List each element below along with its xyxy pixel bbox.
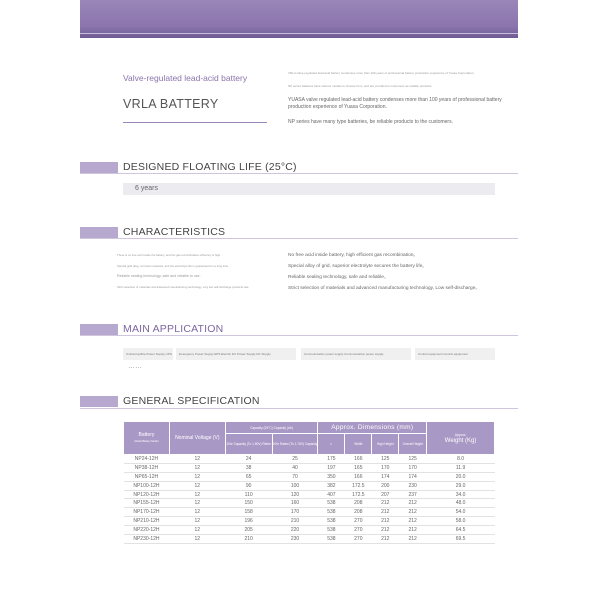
cap-20hr-cell: 120	[272, 490, 318, 499]
capacity-20hr-header: 20hr Rated (To 1.75V) Capacity	[272, 434, 318, 455]
height-cell: 212	[372, 508, 399, 517]
heading-underline	[123, 122, 267, 123]
application-title: MAIN APPLICATION	[123, 323, 224, 335]
cap-10hr-cell: 205	[225, 526, 272, 535]
weight-header	[427, 422, 495, 455]
table-row	[124, 517, 495, 526]
section-marker	[80, 324, 118, 335]
voltage-cell: 12	[169, 526, 225, 535]
section-divider	[80, 408, 518, 409]
total-height-cell: 212	[399, 499, 427, 508]
cap-20hr-cell: 100	[272, 481, 318, 490]
cap-10hr-cell: 65	[225, 472, 272, 481]
application-item: Emergency Power Supply EPS Electric DC Power Supply DC Supply	[179, 352, 271, 356]
voltage-cell: 12	[169, 463, 225, 472]
weight-cell: 58.0	[427, 517, 495, 526]
battery-header-label: Battery	[138, 432, 155, 438]
cap-20hr-cell: 210	[272, 517, 318, 526]
application-more: ……	[128, 363, 142, 370]
voltage-cell: 12	[169, 455, 225, 464]
banner-divider	[80, 33, 518, 34]
total-height-cell: 230	[399, 481, 427, 490]
voltage-header: Nominal Voltage (V)	[169, 422, 225, 455]
voltage-cell: 12	[169, 472, 225, 481]
application-item: Control equipment Control equipment	[418, 352, 468, 356]
weight-cell: 11.9	[427, 463, 495, 472]
total-height-cell: 212	[399, 526, 427, 535]
height-cell: 212	[372, 499, 399, 508]
cap-20hr-cell: 160	[272, 499, 318, 508]
life-value: 6 years	[135, 185, 158, 192]
capacity-group-header: Capacity (25°C) Capacity (Ah)	[225, 422, 318, 434]
model-cell: NP155-12H	[124, 499, 170, 508]
weight-cell: 64.5	[427, 526, 495, 535]
characteristic-tiny-line: There is no free acid inside the battery, and the gas recombination efficiency is high.	[117, 253, 221, 257]
model-cell: NP220-12H	[124, 526, 170, 535]
voltage-cell: 12	[169, 499, 225, 508]
length-cell: 538	[318, 535, 345, 544]
model-cell: NP170-12H	[124, 508, 170, 517]
width-cell: 172.5	[345, 490, 372, 499]
height-cell: 212	[372, 535, 399, 544]
length-cell: 175	[318, 455, 345, 464]
cap-20hr-cell: 170	[272, 508, 318, 517]
cap-10hr-cell: 150	[225, 499, 272, 508]
table-row	[124, 508, 495, 517]
model-cell: NP120-12H	[124, 490, 170, 499]
specification-rows	[124, 455, 495, 544]
height-cell: 174	[372, 472, 399, 481]
weight-header-label: Weight (Kg)	[444, 438, 477, 444]
table-row	[124, 490, 495, 499]
width-cell: 166	[345, 455, 372, 464]
total-height-cell: 174	[399, 472, 427, 481]
weight-cell: 8.0	[427, 455, 495, 464]
width-cell: 208	[345, 508, 372, 517]
table-row	[124, 481, 495, 490]
characteristic-tiny-line: Strict selection of materials and advanced manufacturing technology, very low self-discharge products rate.	[117, 285, 250, 289]
table-row	[124, 463, 495, 472]
section-divider	[80, 238, 518, 239]
characteristic-tiny-line: Special gold alloy, corrosion-resistant, and the electrolyte life is guaranteed for a long time.	[117, 264, 229, 268]
section-divider	[80, 335, 518, 336]
application-item: Uninterruptible Power Supply UPS	[126, 352, 172, 356]
characteristic-bullet: No free acid inside battery, high efficient gas recombination。	[288, 253, 419, 258]
cap-10hr-cell: 38	[225, 463, 272, 472]
characteristic-bullet: Special alloy of grid, superior electrolyte secures the battery life。	[288, 264, 428, 269]
weight-cell: 54.0	[427, 508, 495, 517]
total-height-cell: 237	[399, 490, 427, 499]
dimensions-group-header: Approx. Dimensions (mm)	[318, 422, 427, 434]
total-height-header: Overall Height	[399, 434, 427, 455]
cap-10hr-cell: 158	[225, 508, 272, 517]
characteristics-title: CHARACTERISTICS	[123, 226, 226, 238]
width-cell: 166	[345, 472, 372, 481]
cap-20hr-cell: 70	[272, 472, 318, 481]
cap-10hr-cell: 210	[225, 535, 272, 544]
model-cell: NP230-12H	[124, 535, 170, 544]
table-row	[124, 472, 495, 481]
weight-cell: 48.0	[427, 499, 495, 508]
total-height-cell: 212	[399, 517, 427, 526]
product-heading: VRLA BATTERY	[123, 97, 219, 111]
height-cell: 125	[372, 455, 399, 464]
battery-header	[124, 422, 170, 455]
application-item: Communication power supply Communication power supply	[304, 352, 384, 356]
total-height-cell: 125	[399, 455, 427, 464]
product-category: Valve-regulated lead-acid battery	[123, 73, 248, 83]
width-cell: 270	[345, 526, 372, 535]
length-header: L	[318, 434, 345, 455]
specification-title: GENERAL SPECIFICATION	[123, 395, 260, 407]
width-cell: 270	[345, 517, 372, 526]
total-height-cell: 212	[399, 508, 427, 517]
table-row	[124, 455, 495, 464]
header-banner	[80, 0, 518, 38]
length-cell: 382	[318, 481, 345, 490]
intro-tiny-line: VRLA valve-regulated lead-acid battery condenses more than 100 years of professional battery production experience of Yuasa Corporation.	[288, 71, 475, 75]
length-cell: 407	[318, 490, 345, 499]
total-height-cell: 170	[399, 463, 427, 472]
cap-10hr-cell: 90	[225, 481, 272, 490]
intro-tiny-line: NP series batteries have various models to choose from, and are provided to customers as reliable products.	[288, 84, 433, 88]
width-header: Width	[345, 434, 372, 455]
voltage-cell: 12	[169, 517, 225, 526]
section-marker	[80, 396, 118, 407]
life-value-box	[123, 183, 495, 195]
length-cell: 197	[318, 463, 345, 472]
cap-20hr-cell: 220	[272, 526, 318, 535]
height-cell: 212	[372, 526, 399, 535]
voltage-cell: 12	[169, 508, 225, 517]
voltage-cell: 12	[169, 535, 225, 544]
cap-10hr-cell: 24	[225, 455, 272, 464]
characteristic-bullet: Reliable sealing technology, safe and reliable。	[288, 275, 389, 280]
life-section-title: DESIGNED FLOATING LIFE (25°C)	[123, 161, 297, 173]
model-cell: NP100-12H	[124, 481, 170, 490]
length-cell: 538	[318, 526, 345, 535]
weight-cell: 20.0	[427, 472, 495, 481]
width-cell: 270	[345, 535, 372, 544]
characteristic-tiny-line: Reliable sealing technology, safe and reliable to use.	[117, 274, 201, 278]
table-row	[124, 499, 495, 508]
total-height-cell: 212	[399, 535, 427, 544]
table-row	[124, 535, 495, 544]
cap-10hr-cell: 196	[225, 517, 272, 526]
length-cell: 350	[318, 472, 345, 481]
length-cell: 538	[318, 499, 345, 508]
weight-cell: 29.0	[427, 481, 495, 490]
model-cell: NP65-12H	[124, 472, 170, 481]
model-cell: NP210-12H	[124, 517, 170, 526]
characteristic-bullet: Strict selection of materials and advanced manufacturing technology, Low self-discharge。	[288, 286, 481, 291]
height-cell: 212	[372, 517, 399, 526]
height-header: High Height	[372, 434, 399, 455]
weight-cell: 69.5	[427, 535, 495, 544]
cap-20hr-cell: 40	[272, 463, 318, 472]
cap-20hr-cell: 25	[272, 455, 318, 464]
height-cell: 200	[372, 481, 399, 490]
capacity-10hr-header: 10hr Capacity (To 1.80V) Reten	[225, 434, 272, 455]
intro-paragraph: YUASA valve regulated lead-acid battery condenses more than 100 years of professional battery production experience of Yuasa Corporation.	[288, 97, 502, 110]
height-cell: 207	[372, 490, 399, 499]
width-cell: 208	[345, 499, 372, 508]
weight-header-approx: Approx.	[454, 433, 467, 437]
voltage-cell: 12	[169, 490, 225, 499]
section-marker	[80, 227, 118, 238]
model-cell: NP38-12H	[124, 463, 170, 472]
model-cell: NP24-12H	[124, 455, 170, 464]
width-cell: 172.5	[345, 481, 372, 490]
height-cell: 170	[372, 463, 399, 472]
intro-paragraph: NP series have many type batteries, be reliable products to the customers.	[288, 119, 453, 125]
section-marker	[80, 162, 118, 173]
cap-10hr-cell: 110	[225, 490, 272, 499]
length-cell: 538	[318, 508, 345, 517]
width-cell: 165	[345, 463, 372, 472]
weight-cell: 34.0	[427, 490, 495, 499]
cap-20hr-cell: 230	[272, 535, 318, 544]
section-divider	[80, 173, 518, 174]
table-row	[124, 526, 495, 535]
voltage-cell: 12	[169, 481, 225, 490]
length-cell: 538	[318, 517, 345, 526]
specification-table	[123, 421, 495, 544]
battery-header-sub: Model Battery Model	[134, 440, 159, 443]
